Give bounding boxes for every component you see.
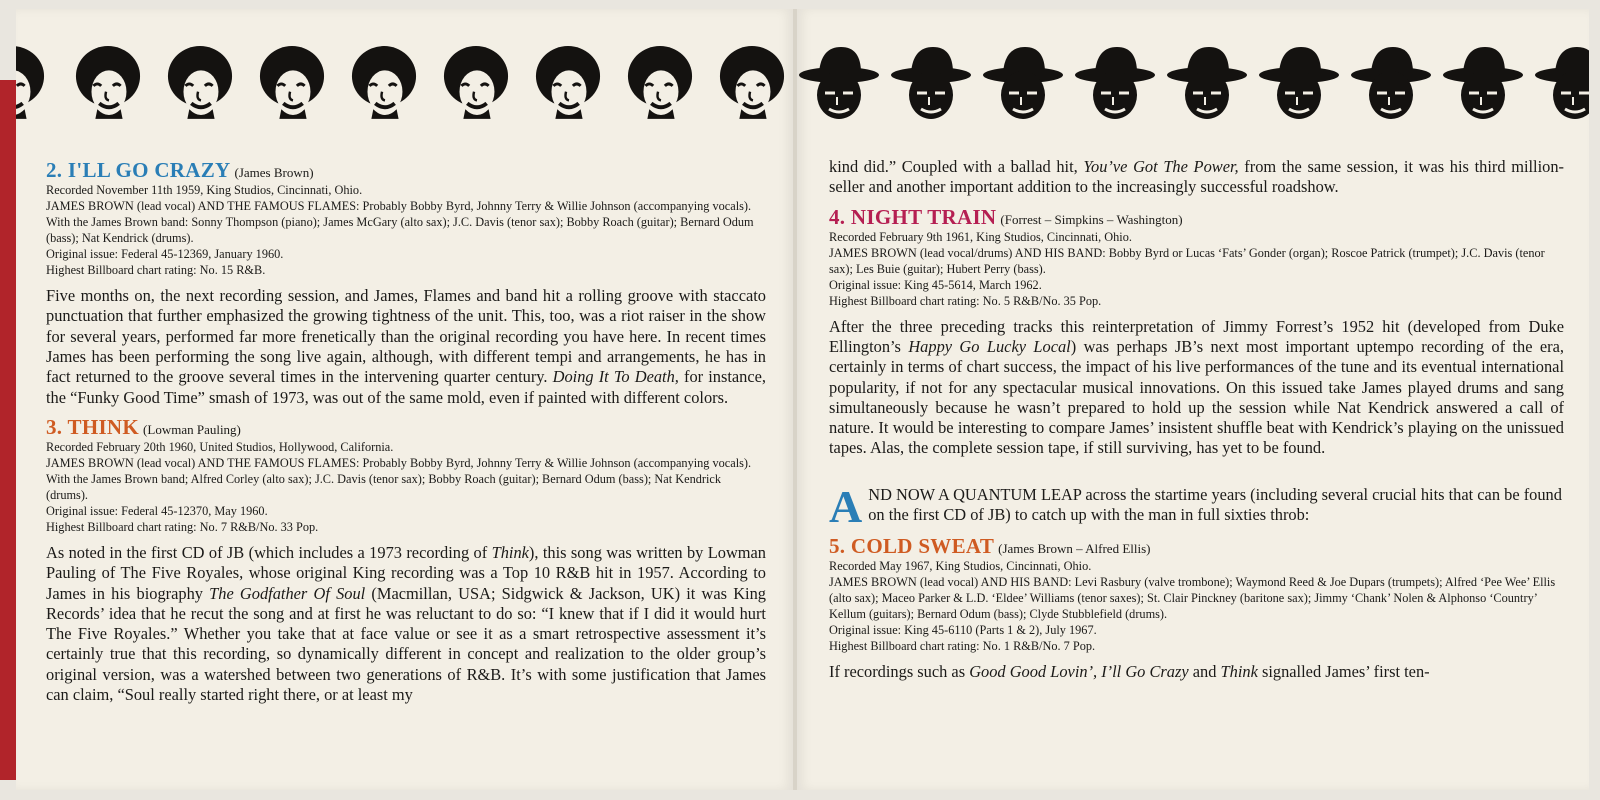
track-2-heading [46,159,766,182]
track-2-chart: Highest Billboard chart rating: No. 15 R&B. [46,263,266,278]
track-4-recorded: Recorded February 9th 1961, King Studios, Cincinnati, Ohio. [829,229,1132,244]
afro-head-icon [16,43,46,121]
fedora-head-icon [889,43,973,123]
track-2-recorded: Recorded November 11th 1959, King Studios, Cincinnati, Ohio. [46,183,363,198]
afro-head-icon [350,43,418,121]
track-4-essay: After the three preceding tracks this reinterpretation of Jimmy Forrest’s 1952 hit (developed from Duke Ellington’s Happy Go Lucky Local) was perhaps JB’s next most important uptempo recording of the era, certainly in terms of chart success, the impact of his live performances of the tune and its eventual international popularity, if not for any spectacular musical innovations. On this issued take James played drums and sang simultaneously because he wasn’t prepared to hold up the session while Nat Kendrick answered a call of nature. It would be interesting to compare James’ insistent shuffle beat with Kendrick’s playing on the unissued tapes. Alas, the complete session tape, if still surviving, has yet to be found. [829,316,1564,458]
track-4-personnel: JAMES BROWN (lead vocal/drums) AND HIS BAND: Bobby Byrd or Lucas ‘Fats’ Gonder (organ); Roscoe Patrick (trumpet); J.C. Davis (tenor sax); Les Buie (guitar); Hubert Perry (bass). [829,245,1545,276]
afro-head-icon [442,43,510,121]
track-3-heading [46,416,766,439]
track-2-title: 2. I'LL GO CRAZY [46,158,231,182]
afro-head-icon [534,43,602,121]
left-page [16,9,793,790]
track-4-title: 4. NIGHT TRAIN [829,204,997,229]
track-4-chart: Highest Billboard chart rating: No. 5 R&B/No. 35 Pop. [829,293,1102,308]
track-2-issue: Original issue: Federal 45-12369, January 1960. [46,247,284,262]
fedora-head-icon [1533,43,1589,123]
track-3-essay: As noted in the first CD of JB (which includes a 1973 recording of Think), this song was written by Lowman Pauling of The Five Royales, whose original King recording was a Top 10 R&B hit in 1957. According to James in his biography The Godfather Of Soul (Macmillan, USA; Sidgwick & Jackson, UK) it was King Records’ idea that he recut the song and at first he was reluctant to do so: “I knew that if I did it would hurt The Five Royales.” Whether you take that at face value or see it as a smart retrospective assessment it’s certainly true that this recording, so dynamically different in concept and realization to the older group’s original version, was a watershed between two generations of R&B. It’s with some justification that James can claim, “Soul really started right there, or at least my [46,542,767,705]
afro-head-icon [166,43,234,121]
fedora-head-icon [1349,43,1433,123]
track-2-personnel: JAMES BROWN (lead vocal) AND THE FAMOUS FLAMES: Probably Bobby Byrd, Johnny Terry & Willie Johnson (accompanying vocals). With the James Brown band: Sonny Thompson (piano); James McGary (alto sax); J.C. Davis (tenor sax); Bobby Roach (guitar); Bernard Odum (bass); Nat Kendrick (drums). [46,199,754,246]
red-edge-tab [0,80,16,780]
fedora-head-icon [797,43,881,123]
track-5-essay: If recordings such as Good Good Lovin’, I’ll Go Crazy and Think signalled James’ first ten- [829,661,1430,681]
fedora-head-icon [981,43,1065,123]
fedora-head-icon [1165,43,1249,123]
track-5-title: 5. COLD SWEAT [829,533,995,558]
afro-head-icon [626,43,694,121]
afro-head-icon [258,43,326,121]
continued-essay: kind did.” Coupled with a ballad hit, You’ve Got The Power, from the same session, it was his third million-seller and another important addition to the increasingly successful roadshow. [829,157,1565,197]
fedora-head-icon [1441,43,1525,123]
track-5-recorded: Recorded May 1967, King Studios, Cincinnati, Ohio. [829,558,1092,573]
right-column [829,157,1564,682]
track-5-issue: Original issue: King 45-6110 (Parts 1 & 2), July 1967. [829,622,1097,637]
track-4-credit: (Forrest – Simpkins – Washington) [1000,211,1183,227]
track-5-credit: (James Brown – Alfred Ellis) [998,540,1151,556]
track-3-personnel: JAMES BROWN (lead vocal) AND THE FAMOUS FLAMES: Probably Bobby Byrd, Johnny Terry & Willie Johnson (accompanying vocals). With the James Brown band; Alfred Corley (alto sax); J.C. Davis (tenor sax); Bobby Roach (guitar); Bernard Odum (bass); Nat Kendrick (drums). [46,455,752,502]
afro-head-icon [718,43,786,121]
track-3-title: 3. THINK [46,414,140,439]
track-2-credit: (James Brown) [234,165,314,180]
afro-head-icon [74,43,142,121]
fedora-head-icon [1257,43,1341,123]
drop-cap: A [829,480,863,532]
track-4-heading [829,206,1564,229]
quantum-leap-intro: AND NOW A QUANTUM LEAP across the startime years (including several crucial hits that can be found on the first CD of JB) to catch up with the man in full sixties throb: [829,480,1562,532]
track-5-personnel: JAMES BROWN (lead vocal) AND HIS BAND: Levi Rasbury (valve trombone); Waymond Reed & Joe Dupars (trumpets); Alfred ‘Pee Wee’ Ellis (alto sax); Maceo Parker & L.D. ‘Eldee’ Williams (tenor saxes); St. Clair Pinckney (baritone sax); Jimmy ‘Chank’ Nolen & Alphonso ‘Country’ Kellum (guitars); Bernard Odum (bass); Clyde Stubblefield (drums). [829,574,1556,621]
track-4-issue: Original issue: King 45-5614, March 1962. [829,277,1042,292]
left-column [46,159,766,705]
track-5-heading [829,535,1564,558]
fedora-head-icon [1073,43,1157,123]
track-3-issue: Original issue: Federal 45-12370, May 1960. [46,503,268,518]
track-3-credit: (Lowman Pauling) [143,421,241,437]
track-2-essay: Five months on, the next recording session, and James, Flames and band hit a rolling groove with staccato punctuation that further emphasized the growing tightness of the unit. This, too, was a riot raiser in the show for several years, performed far more frenetically than the original recording you have here. In recent times James has been performing the song live again, although, with different tempi and arrangements, he has in fact returned to the groove several times in the intervening quarter century. Doing It To Death, for instance, the “Funky Good Time” smash of 1973, was out of the same mold, even if painted with different colors. [46,286,767,407]
fedora-head-border [797,43,1589,133]
track-5-chart: Highest Billboard chart rating: No. 1 R&B/No. 7 Pop. [829,638,1096,653]
track-3-chart: Highest Billboard chart rating: No. 7 R&B/No. 33 Pop. [46,519,319,534]
afro-head-border [16,43,793,133]
track-3-recorded: Recorded February 20th 1960, United Studios, Hollywood, California. [46,439,394,454]
right-page [797,9,1589,790]
